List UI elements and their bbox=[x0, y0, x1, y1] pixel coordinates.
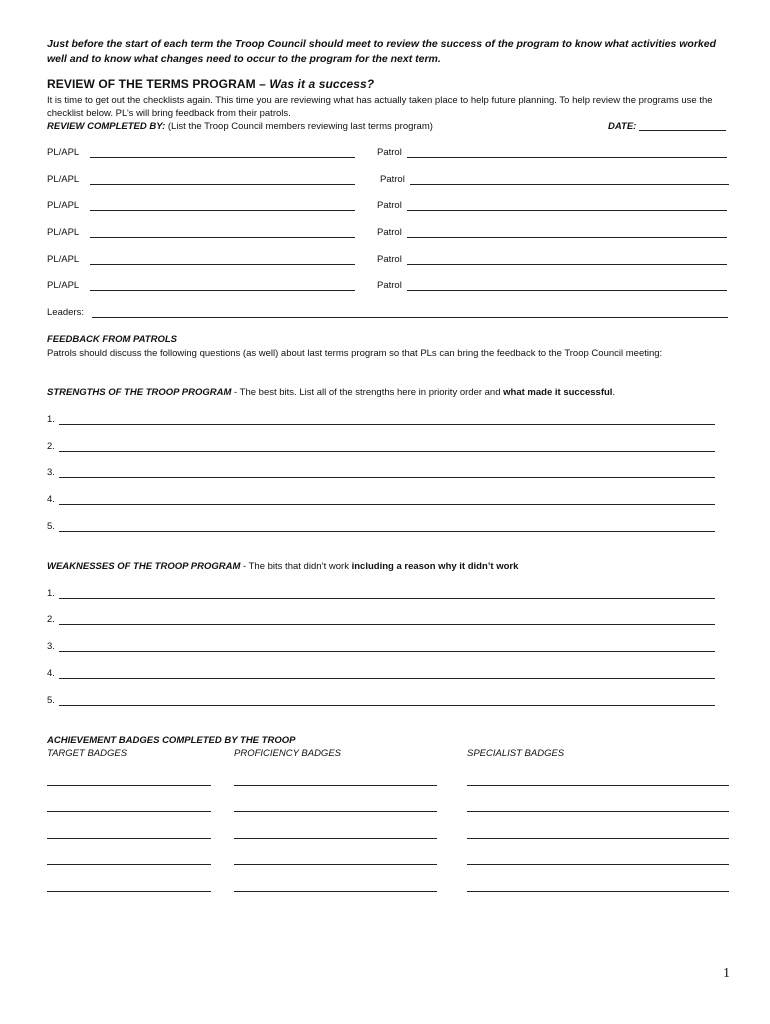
weakness-field[interactable] bbox=[59, 705, 715, 706]
leaders-label: Leaders: bbox=[47, 307, 84, 318]
date-label: DATE: bbox=[608, 121, 637, 132]
pl-apl-field[interactable] bbox=[90, 237, 355, 238]
target-badge-field[interactable] bbox=[47, 811, 211, 812]
strength-number: 1. bbox=[47, 414, 55, 425]
specialist-badge-field[interactable] bbox=[467, 838, 729, 839]
patrol-label: Patrol bbox=[377, 280, 402, 291]
weaknesses-desc-bold: including a reason why it didn’t work bbox=[351, 561, 519, 572]
target-badges-heading: TARGET BADGES bbox=[47, 748, 128, 759]
proficiency-badge-field[interactable] bbox=[234, 838, 437, 839]
proficiency-badge-field[interactable] bbox=[234, 811, 437, 812]
strength-field[interactable] bbox=[59, 477, 715, 478]
patrol-label: Patrol bbox=[377, 227, 402, 238]
strengths-heading: STRENGTHS OF THE TROOP PROGRAM bbox=[47, 387, 232, 398]
weakness-field[interactable] bbox=[59, 624, 715, 625]
patrol-field[interactable] bbox=[407, 157, 727, 158]
weakness-number: 1. bbox=[47, 588, 55, 599]
patrol-label: Patrol bbox=[377, 254, 402, 265]
patrol-field[interactable] bbox=[407, 237, 727, 238]
specialist-badge-field[interactable] bbox=[467, 811, 729, 812]
weakness-field[interactable] bbox=[59, 651, 715, 652]
weakness-field[interactable] bbox=[59, 678, 715, 679]
target-badge-field[interactable] bbox=[47, 838, 211, 839]
weakness-number: 5. bbox=[47, 695, 55, 706]
strengths-desc-end: . bbox=[612, 387, 616, 398]
pl-apl-field[interactable] bbox=[90, 264, 355, 265]
proficiency-badges-heading: PROFICIENCY BADGES bbox=[234, 748, 341, 759]
patrol-field[interactable] bbox=[407, 264, 727, 265]
weaknesses-heading-row bbox=[47, 561, 518, 572]
specialist-badge-field[interactable] bbox=[467, 864, 729, 865]
patrol-label: Patrol bbox=[377, 200, 402, 211]
pl-apl-field[interactable] bbox=[90, 290, 355, 291]
weakness-number: 2. bbox=[47, 614, 55, 625]
pl-apl-field[interactable] bbox=[90, 184, 355, 185]
patrol-field[interactable] bbox=[410, 184, 729, 185]
completed-by-note: (List the Troop Council members reviewing last terms program) bbox=[165, 121, 433, 132]
strength-number: 3. bbox=[47, 467, 55, 478]
review-heading bbox=[47, 77, 374, 91]
weaknesses-heading: WEAKNESSES OF THE TROOP PROGRAM bbox=[47, 561, 241, 572]
weaknesses-desc: - The bits that didn’t work bbox=[240, 561, 352, 572]
pl-apl-label: PL/APL bbox=[47, 174, 80, 185]
badges-heading: ACHIEVEMENT BADGES COMPLETED BY THE TROOP bbox=[47, 735, 296, 746]
completed-by-row bbox=[47, 121, 433, 132]
target-badge-field[interactable] bbox=[47, 891, 211, 892]
pl-apl-field[interactable] bbox=[90, 210, 355, 211]
review-instructions: It is time to get out the checklists again. This time you are reviewing what has actually taken place to help future planning. To help review the programs use the checklist below. PL’s will bring feedback from their patrols. bbox=[47, 95, 713, 119]
specialist-badges-heading: SPECIALIST BADGES bbox=[467, 748, 565, 759]
pl-apl-label: PL/APL bbox=[47, 227, 80, 238]
date-field[interactable] bbox=[639, 130, 726, 131]
weakness-field[interactable] bbox=[59, 598, 715, 599]
page-number: 1 bbox=[723, 966, 730, 981]
target-badge-field[interactable] bbox=[47, 864, 211, 865]
patrol-field[interactable] bbox=[407, 210, 727, 211]
strength-field[interactable] bbox=[59, 451, 715, 452]
completed-by-label: REVIEW COMPLETED BY: bbox=[47, 121, 166, 132]
strength-field[interactable] bbox=[59, 531, 715, 532]
review-heading-main: REVIEW OF THE TERMS PROGRAM – bbox=[47, 77, 270, 91]
strengths-heading-row bbox=[47, 387, 615, 398]
strengths-desc-bold: what made it successful bbox=[503, 387, 613, 398]
pl-apl-label: PL/APL bbox=[47, 200, 80, 211]
proficiency-badge-field[interactable] bbox=[234, 864, 437, 865]
patrol-field[interactable] bbox=[407, 290, 727, 291]
strengths-desc: - The best bits. List all of the strengths here in priority order and bbox=[231, 387, 504, 398]
pl-apl-label: PL/APL bbox=[47, 280, 80, 291]
strength-field[interactable] bbox=[59, 424, 715, 425]
proficiency-badge-field[interactable] bbox=[234, 891, 437, 892]
target-badge-field[interactable] bbox=[47, 785, 211, 786]
strength-number: 5. bbox=[47, 521, 55, 532]
leaders-field[interactable] bbox=[92, 317, 728, 318]
pl-apl-label: PL/APL bbox=[47, 147, 80, 158]
intro-text: Just before the start of each term the Troop Council should meet to review the success of the program to know what activities worked well and to know what changes need to occur to the program for the next term. bbox=[47, 38, 717, 65]
feedback-heading: FEEDBACK FROM PATROLS bbox=[47, 334, 178, 345]
feedback-text: Patrols should discuss the following questions (as well) about last terms program so that PLs can bring the feedback to the Troop Council meeting: bbox=[47, 348, 663, 359]
pl-apl-label: PL/APL bbox=[47, 254, 80, 265]
proficiency-badge-field[interactable] bbox=[234, 785, 437, 786]
strength-field[interactable] bbox=[59, 504, 715, 505]
strength-number: 4. bbox=[47, 494, 55, 505]
strength-number: 2. bbox=[47, 441, 55, 452]
specialist-badge-field[interactable] bbox=[467, 785, 729, 786]
weakness-number: 4. bbox=[47, 668, 55, 679]
patrol-label: Patrol bbox=[380, 174, 405, 185]
weakness-number: 3. bbox=[47, 641, 55, 652]
review-heading-emphasis: Was it a success? bbox=[269, 77, 375, 91]
patrol-label: Patrol bbox=[377, 147, 402, 158]
specialist-badge-field[interactable] bbox=[467, 891, 729, 892]
pl-apl-field[interactable] bbox=[90, 157, 355, 158]
